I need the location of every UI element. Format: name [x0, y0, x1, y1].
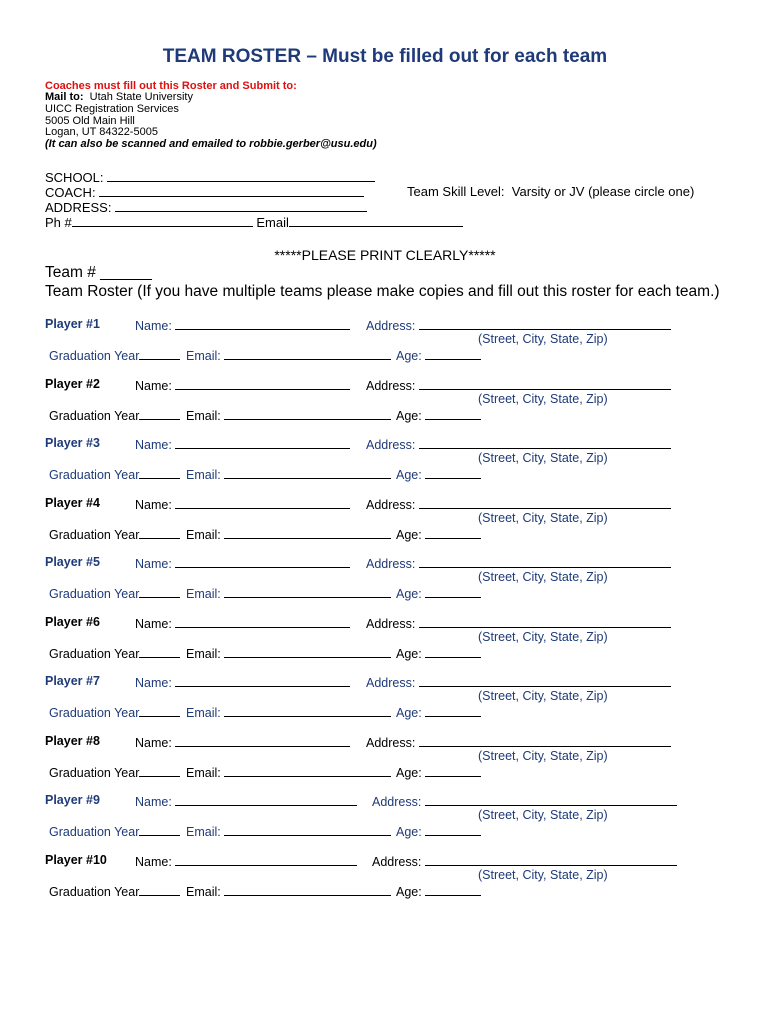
age-line[interactable] [425, 645, 481, 658]
address-label: Address: [372, 795, 425, 809]
graduation-year-line[interactable] [139, 704, 180, 717]
address-label: Address: [372, 855, 425, 869]
graduation-year-line[interactable] [139, 407, 180, 420]
phone-label: Ph # [45, 215, 72, 230]
graduation-year-field[interactable] [49, 883, 180, 899]
age-line[interactable] [425, 466, 481, 479]
address-line[interactable] [419, 436, 671, 449]
player-age-field[interactable] [396, 704, 481, 720]
address-hint: (Street, City, State, Zip) [478, 868, 608, 882]
player-label: Player #10 [45, 853, 107, 867]
player-age-field[interactable] [396, 347, 481, 363]
address-line[interactable] [425, 853, 677, 866]
mail-to-label: Mail to: [45, 91, 84, 103]
email-line[interactable] [224, 883, 391, 896]
age-line[interactable] [425, 526, 481, 539]
age-label: Age: [396, 587, 426, 601]
graduation-year-label: Graduation Year [49, 349, 140, 363]
name-line[interactable] [175, 377, 350, 390]
address-label: ADDRESS: [45, 200, 112, 215]
address-label: Address: [366, 319, 419, 333]
address-hint: (Street, City, State, Zip) [478, 630, 608, 644]
player-age-field[interactable] [396, 883, 481, 899]
address-line[interactable] [419, 555, 671, 568]
email-line[interactable] [224, 704, 391, 717]
graduation-year-field[interactable] [49, 823, 180, 839]
name-label: Name: [135, 617, 176, 631]
player-address-field[interactable] [366, 317, 671, 333]
player-address-field[interactable] [366, 436, 671, 452]
mail-to-org: Utah State University [89, 91, 193, 103]
player-email-field[interactable] [186, 526, 391, 542]
roster-note: Team Roster (If you have multiple teams please make copies and fill out this roster for each team.) [45, 283, 720, 300]
age-label: Age: [396, 647, 426, 661]
age-line[interactable] [425, 407, 481, 420]
phone-line[interactable] [72, 214, 253, 227]
graduation-year-field[interactable] [49, 645, 180, 661]
player-name-field[interactable] [135, 496, 350, 512]
address-hint: (Street, City, State, Zip) [478, 392, 608, 406]
school-line[interactable] [107, 169, 375, 182]
address-line[interactable] [115, 199, 367, 212]
player-address-field[interactable] [366, 555, 671, 571]
address-label: Address: [366, 498, 419, 512]
graduation-year-label: Graduation Year [49, 587, 140, 601]
graduation-year-field[interactable] [49, 585, 180, 601]
page-title: TEAM ROSTER – Must be filled out for each team [162, 46, 608, 67]
team-number[interactable]: Team # ______ [45, 264, 152, 281]
age-label: Age: [396, 885, 426, 899]
age-label: Age: [396, 825, 426, 839]
name-line[interactable] [175, 555, 350, 568]
player-email-field[interactable] [186, 347, 391, 363]
email-line[interactable] [224, 526, 391, 539]
age-label: Age: [396, 528, 426, 542]
age-label: Age: [396, 349, 426, 363]
email-label: Email: [186, 468, 225, 482]
graduation-year-line[interactable] [139, 466, 180, 479]
address-label: Address: [366, 617, 419, 631]
player-age-field[interactable] [396, 407, 481, 423]
name-line[interactable] [175, 674, 350, 687]
address-line-2: 5005 Old Main Hill [45, 115, 135, 127]
graduation-year-label: Graduation Year [49, 885, 140, 899]
phone-email-field[interactable] [45, 214, 463, 230]
address-label: Address: [366, 379, 419, 393]
address-line-3: Logan, UT 84322-5005 [45, 126, 158, 138]
name-label: Name: [135, 736, 176, 750]
player-address-field[interactable] [372, 853, 677, 869]
player-age-field[interactable] [396, 585, 481, 601]
graduation-year-label: Graduation Year [49, 825, 140, 839]
email-label: Email: [186, 766, 225, 780]
address-line[interactable] [425, 793, 677, 806]
player-label: Player #6 [45, 615, 100, 629]
player-age-field[interactable] [396, 645, 481, 661]
age-line[interactable] [425, 883, 481, 896]
graduation-year-label: Graduation Year [49, 647, 140, 661]
email-line[interactable] [224, 407, 391, 420]
name-line[interactable] [175, 793, 357, 806]
email-line[interactable] [289, 214, 463, 227]
player-label: Player #4 [45, 496, 100, 510]
player-address-field[interactable] [366, 615, 671, 631]
graduation-year-line[interactable] [139, 823, 180, 836]
player-age-field[interactable] [396, 466, 481, 482]
coach-line[interactable] [99, 184, 364, 197]
age-line[interactable] [425, 823, 481, 836]
graduation-year-label: Graduation Year [49, 468, 140, 482]
email-label: Email: [186, 409, 225, 423]
player-email-field[interactable] [186, 883, 391, 899]
email-label: Email: [186, 587, 225, 601]
player-label: Player #8 [45, 734, 100, 748]
age-line[interactable] [425, 585, 481, 598]
address-line[interactable] [419, 615, 671, 628]
age-line[interactable] [425, 704, 481, 717]
email-label: Email: [186, 349, 225, 363]
address-field[interactable] [45, 199, 367, 215]
address-hint: (Street, City, State, Zip) [478, 511, 608, 525]
email-line[interactable] [224, 585, 391, 598]
name-label: Name: [135, 855, 176, 869]
name-line[interactable] [175, 853, 357, 866]
submit-notice: Coaches must fill out this Roster and Submit to: [45, 80, 297, 92]
player-name-field[interactable] [135, 555, 350, 571]
player-label: Player #3 [45, 436, 100, 450]
name-line[interactable] [175, 734, 350, 747]
name-label: Name: [135, 319, 176, 333]
player-age-field[interactable] [396, 823, 481, 839]
email-line[interactable] [224, 347, 391, 360]
graduation-year-field[interactable] [49, 466, 180, 482]
graduation-year-field[interactable] [49, 526, 180, 542]
age-label: Age: [396, 706, 426, 720]
name-line[interactable] [175, 496, 350, 509]
player-email-field[interactable] [186, 823, 391, 839]
name-line[interactable] [175, 436, 350, 449]
address-line[interactable] [419, 377, 671, 390]
name-label: Name: [135, 676, 176, 690]
graduation-year-field[interactable] [49, 407, 180, 423]
age-line[interactable] [425, 347, 481, 360]
player-label: Player #7 [45, 674, 100, 688]
player-age-field[interactable] [396, 526, 481, 542]
address-label: Address: [366, 438, 419, 452]
address-hint: (Street, City, State, Zip) [478, 808, 608, 822]
player-name-field[interactable] [135, 377, 350, 393]
player-label: Player #2 [45, 377, 100, 391]
player-email-field[interactable] [186, 645, 391, 661]
age-label: Age: [396, 766, 426, 780]
email-note: (It can also be scanned and emailed to robbie.gerber@usu.edu) [45, 138, 377, 150]
email-label: Email: [186, 825, 225, 839]
email-label: Email [256, 215, 289, 230]
address-hint: (Street, City, State, Zip) [478, 332, 608, 346]
player-age-field[interactable] [396, 764, 481, 780]
skill-level[interactable]: Team Skill Level: Varsity or JV (please circle one) [407, 184, 695, 199]
address-hint: (Street, City, State, Zip) [478, 749, 608, 763]
mail-to-line [45, 92, 193, 104]
player-address-field[interactable] [372, 793, 677, 809]
player-address-field[interactable] [366, 377, 671, 393]
player-label: Player #5 [45, 555, 100, 569]
address-line-1: UICC Registration Services [45, 103, 179, 115]
graduation-year-label: Graduation Year [49, 706, 140, 720]
player-name-field[interactable] [135, 615, 350, 631]
player-label: Player #9 [45, 793, 100, 807]
email-label: Email: [186, 528, 225, 542]
email-label: Email: [186, 706, 225, 720]
age-line[interactable] [425, 764, 481, 777]
name-label: Name: [135, 498, 176, 512]
age-label: Age: [396, 468, 426, 482]
graduation-year-label: Graduation Year [49, 766, 140, 780]
player-name-field[interactable] [135, 674, 350, 690]
address-hint: (Street, City, State, Zip) [478, 451, 608, 465]
email-line[interactable] [224, 645, 391, 658]
player-name-field[interactable] [135, 436, 350, 452]
graduation-year-field[interactable] [49, 764, 180, 780]
player-email-field[interactable] [186, 407, 391, 423]
graduation-year-line[interactable] [139, 585, 180, 598]
player-address-field[interactable] [366, 674, 671, 690]
address-line[interactable] [419, 734, 671, 747]
name-label: Name: [135, 438, 176, 452]
print-notice: *****PLEASE PRINT CLEARLY***** [274, 247, 496, 263]
graduation-year-line[interactable] [139, 347, 180, 360]
age-label: Age: [396, 409, 426, 423]
coach-field[interactable] [45, 184, 364, 200]
graduation-year-label: Graduation Year [49, 409, 140, 423]
email-line[interactable] [224, 764, 391, 777]
player-name-field[interactable] [135, 734, 350, 750]
player-email-field[interactable] [186, 466, 391, 482]
player-name-field[interactable] [135, 317, 350, 333]
graduation-year-line[interactable] [139, 883, 180, 896]
email-label: Email: [186, 885, 225, 899]
school-label: SCHOOL: [45, 170, 104, 185]
player-name-field[interactable] [135, 853, 357, 869]
graduation-year-line[interactable] [139, 526, 180, 539]
school-field[interactable] [45, 169, 375, 185]
address-label: Address: [366, 557, 419, 571]
address-hint: (Street, City, State, Zip) [478, 689, 608, 703]
name-label: Name: [135, 557, 176, 571]
name-line[interactable] [175, 317, 350, 330]
player-email-field[interactable] [186, 704, 391, 720]
graduation-year-field[interactable] [49, 347, 180, 363]
graduation-year-label: Graduation Year [49, 528, 140, 542]
address-line[interactable] [419, 674, 671, 687]
address-label: Address: [366, 736, 419, 750]
graduation-year-line[interactable] [139, 764, 180, 777]
name-label: Name: [135, 795, 176, 809]
email-line[interactable] [224, 823, 391, 836]
graduation-year-line[interactable] [139, 645, 180, 658]
name-line[interactable] [175, 615, 350, 628]
graduation-year-field[interactable] [49, 704, 180, 720]
player-email-field[interactable] [186, 585, 391, 601]
address-line[interactable] [419, 317, 671, 330]
email-line[interactable] [224, 466, 391, 479]
email-label: Email: [186, 647, 225, 661]
player-name-field[interactable] [135, 793, 357, 809]
address-line[interactable] [419, 496, 671, 509]
name-label: Name: [135, 379, 176, 393]
player-email-field[interactable] [186, 764, 391, 780]
player-label: Player #1 [45, 317, 100, 331]
player-address-field[interactable] [366, 496, 671, 512]
player-address-field[interactable] [366, 734, 671, 750]
coach-label: COACH: [45, 185, 96, 200]
address-label: Address: [366, 676, 419, 690]
address-hint: (Street, City, State, Zip) [478, 570, 608, 584]
